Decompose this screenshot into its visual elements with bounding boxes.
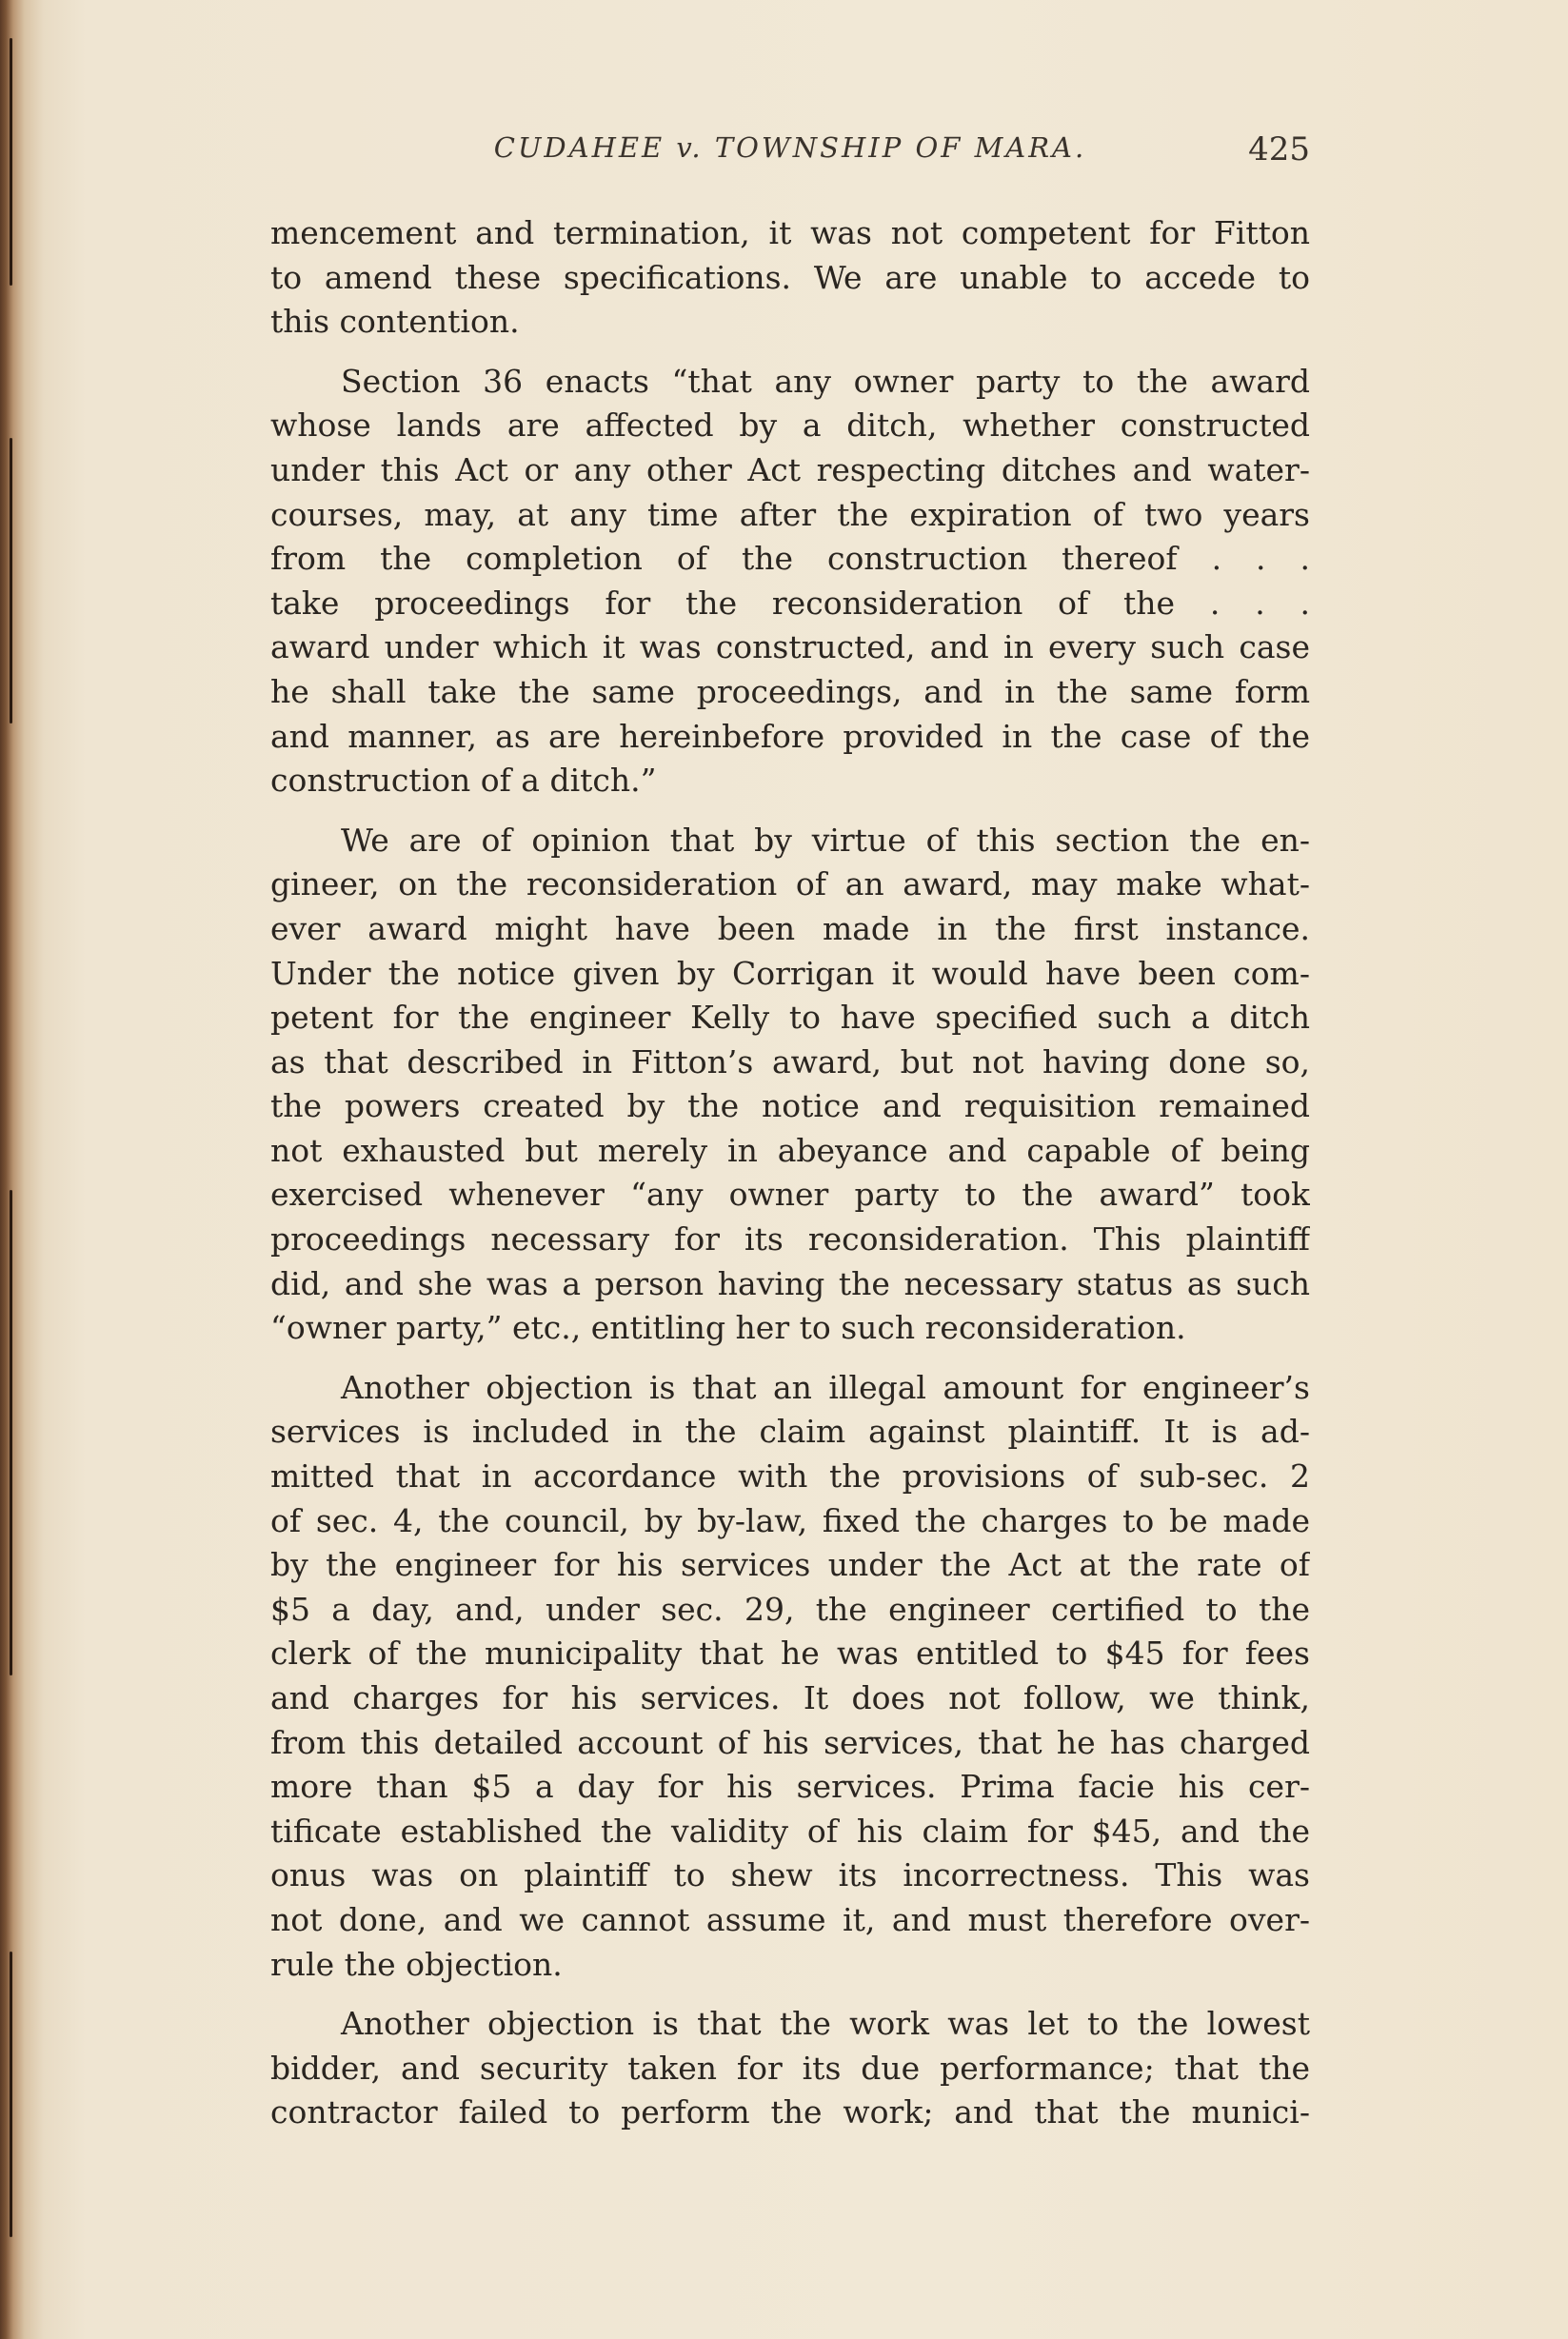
text-line: not done, and we cannot assume it, and must therefore over-: [270, 1900, 1310, 1938]
paragraph-gap: [270, 1987, 1310, 2002]
spine-edge-mark: [10, 438, 12, 724]
text-line: rule the objection.: [270, 1945, 563, 1983]
paragraph-gap: [270, 803, 1310, 819]
running-head: CUDAHEE v. TOWNSHIP OF MARA.: [493, 131, 1087, 164]
text-line: Under the notice given by Corrigan it would have been com-: [270, 954, 1310, 992]
text-line: proceedings necessary for its reconsideration. This plaintiff: [270, 1220, 1310, 1259]
text-line: Section 36 enacts “that any owner party to the award: [341, 362, 1310, 400]
text-line: “owner party,” etc., entitling her to such reconsideration.: [270, 1309, 1186, 1347]
text-line: We are of opinion that by virtue of this section the en-: [341, 821, 1310, 859]
text-line: $5 a day, and, under sec. 29, the engineer certified to the: [270, 1590, 1310, 1628]
paragraph: [270, 360, 1310, 803]
text-line: from this detailed account of his services, that he has charged: [270, 1723, 1310, 1761]
text-line: take proceedings for the reconsideration of the . . .: [270, 584, 1310, 622]
spine-edge-mark: [10, 38, 12, 286]
text-line: Another objection is that an illegal amount for engineer’s: [341, 1368, 1310, 1406]
text-line: mencement and termination, it was not competent for Fitton: [270, 214, 1310, 251]
text-line: by the engineer for his services under the Act at the rate of: [270, 1546, 1310, 1584]
paragraph: [270, 819, 1310, 1351]
paragraph: [270, 211, 1310, 345]
text-line: bidder, and security taken for its due performance; that the: [270, 2049, 1310, 2087]
text-line: as that described in Fitton’s award, but not having done so,: [270, 1042, 1310, 1080]
text-line: from the completion of the construction thereof . . .: [270, 540, 1310, 578]
text-line: the powers created by the notice and requisition remained: [270, 1087, 1310, 1125]
text-line: tificate established the validity of his claim for $45, and the: [270, 1812, 1310, 1850]
text-line: and manner, as are hereinbefore provided in the case of the: [270, 717, 1310, 755]
spine-edge-mark: [10, 1952, 12, 2237]
text-line: services is included in the claim against plaintiff. It is ad-: [270, 1413, 1310, 1451]
text-line: under this Act or any other Act respecting ditches and water-: [270, 450, 1310, 488]
text-line: whose lands are affected by a ditch, whether constructed: [270, 406, 1310, 445]
text-line: Another objection is that the work was let to the lowest: [341, 2005, 1310, 2043]
text-line: onus was on plaintiff to shew its incorrectness. This was: [270, 1856, 1310, 1894]
paragraph-gap: [270, 345, 1310, 360]
text-line: construction of a ditch.”: [270, 762, 657, 800]
text-line: courses, may, at any time after the expiration of two years: [270, 495, 1310, 533]
spine-edge-mark: [10, 1466, 12, 1675]
text-line: did, and she was a person having the necessary status as such: [270, 1264, 1310, 1302]
text-line: gineer, on the reconsideration of an award, may make what-: [270, 865, 1310, 903]
paragraph: [270, 1366, 1310, 1987]
text-line: clerk of the municipality that he was entitled to $45 for fees: [270, 1635, 1310, 1673]
text-line: he shall take the same proceedings, and in the same form: [270, 672, 1310, 710]
paragraph: [270, 2002, 1310, 2135]
text-line: more than $5 a day for his services. Prima facie his cer-: [270, 1768, 1310, 1806]
text-line: of sec. 4, the council, by by-law, fixed the charges to be made: [270, 1501, 1310, 1539]
paragraph-gap: [270, 1351, 1310, 1366]
text-line: petent for the engineer Kelly to have specified such a ditch: [270, 999, 1310, 1037]
text-line: exercised whenever “any owner party to the award” took: [270, 1176, 1310, 1214]
text-line: ever award might have been made in the first instance.: [270, 909, 1310, 947]
text-line: award under which it was constructed, and in every such case: [270, 628, 1310, 666]
text-line: and charges for his services. It does not follow, we think,: [270, 1679, 1310, 1716]
page-number: 425: [1248, 130, 1310, 168]
page-header: [270, 124, 1310, 171]
text-line: contractor failed to perform the work; and that the munici-: [270, 2093, 1310, 2131]
text-line: to amend these specifications. We are unable to accede to: [270, 258, 1310, 296]
text-line: this contention.: [270, 303, 520, 341]
spine-edge-mark: [10, 1190, 12, 1495]
text-line: not exhausted but merely in abeyance and capable of being: [270, 1131, 1310, 1169]
body-text: [270, 211, 1310, 2135]
text-line: mitted that in accordance with the provisions of sub-sec. 2: [270, 1457, 1310, 1496]
